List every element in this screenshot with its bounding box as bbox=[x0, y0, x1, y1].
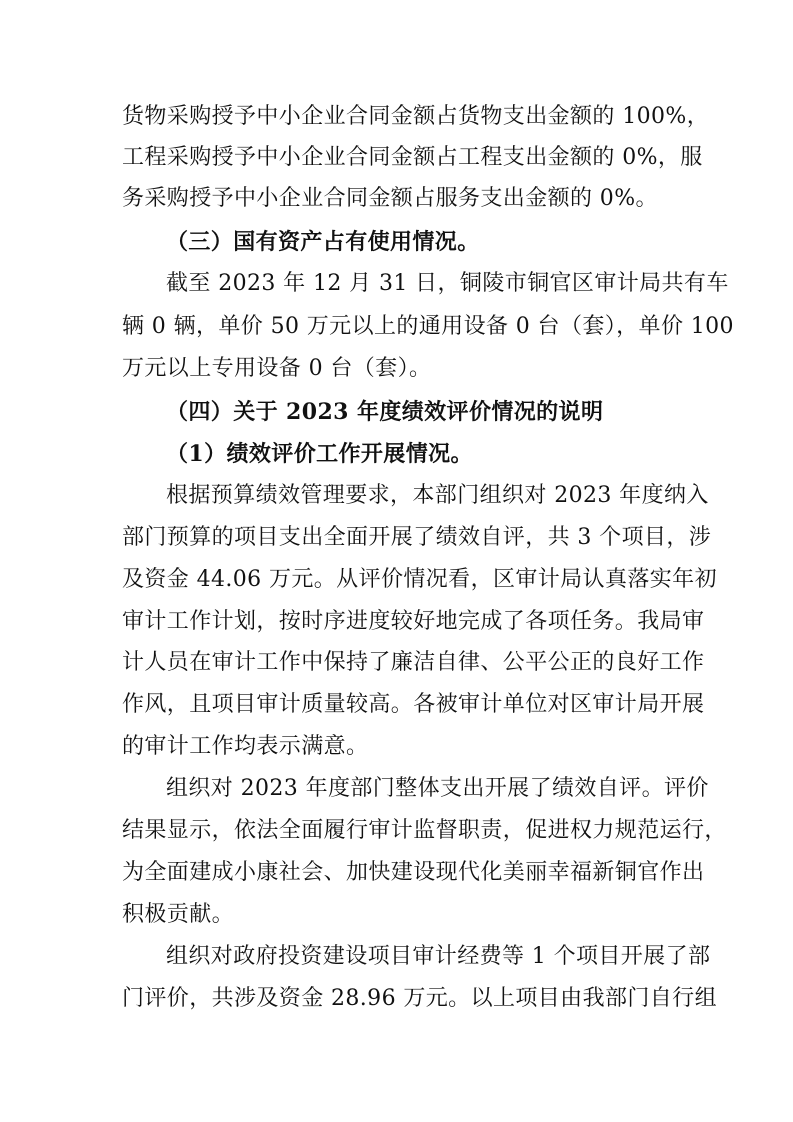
paragraph-line: 及资金 44.06 万元。从评价情况看，区审计局认真落实年初 bbox=[122, 567, 717, 592]
paragraph-line: 截至 2023 年 12 月 31 日，铜陵市铜官区审计局共有车 bbox=[166, 271, 729, 296]
paragraph-line: 务采购授予中小企业合同金额占服务支出金额的 0%。 bbox=[122, 186, 658, 211]
paragraph-line: 部门预算的项目支出全面开展了绩效自评，共 3 个项目，涉 bbox=[122, 525, 712, 550]
section-heading: （三）国有资产占有使用情况。 bbox=[166, 229, 480, 255]
paragraph-line: 审计工作计划，按时序进度较好地完成了各项任务。我局审 bbox=[122, 609, 705, 634]
paragraph-line: 货物采购授予中小企业合同金额占货物支出金额的 100%， bbox=[122, 104, 710, 129]
subsection-heading: （1）绩效评价工作开展情况。 bbox=[166, 441, 473, 467]
paragraph-line: 为全面建成小康社会、加快建设现代化美丽幸福新铜官作出 bbox=[122, 860, 705, 885]
paragraph-line: 门评价，共涉及资金 28.96 万元。以上项目由我部门自行组 bbox=[122, 986, 717, 1011]
paragraph-line: 组织对政府投资建设项目审计经费等 1 个项目开展了部 bbox=[166, 944, 711, 969]
paragraph-line: 工程采购授予中小企业合同金额占工程支出金额的 0%，服 bbox=[122, 145, 703, 170]
paragraph-line: 组织对 2023 年度部门整体支出开展了绩效自评。评价 bbox=[166, 776, 709, 801]
paragraph-line: 积极贡献。 bbox=[122, 902, 235, 927]
paragraph-line: 结果显示，依法全面履行审计监督职责，促进权力规范运行， bbox=[122, 818, 727, 843]
paragraph-line: 作风，且项目审计质量较高。各被审计单位对区审计局开展 bbox=[122, 692, 705, 717]
paragraph-line: 辆 0 辆，单价 50 万元以上的通用设备 0 台（套），单价 100 bbox=[122, 314, 734, 339]
paragraph-line: 根据预算绩效管理要求，本部门组织对 2023 年度纳入 bbox=[166, 483, 709, 508]
paragraph-line: 的审计工作均表示满意。 bbox=[122, 734, 369, 759]
paragraph-line: 万元以上专用设备 0 台（套）。 bbox=[122, 356, 432, 381]
section-heading: （四）关于 2023 年度绩效评价情况的说明 bbox=[166, 399, 604, 425]
paragraph-line: 计人员在审计工作中保持了廉洁自律、公平公正的良好工作 bbox=[122, 650, 705, 675]
